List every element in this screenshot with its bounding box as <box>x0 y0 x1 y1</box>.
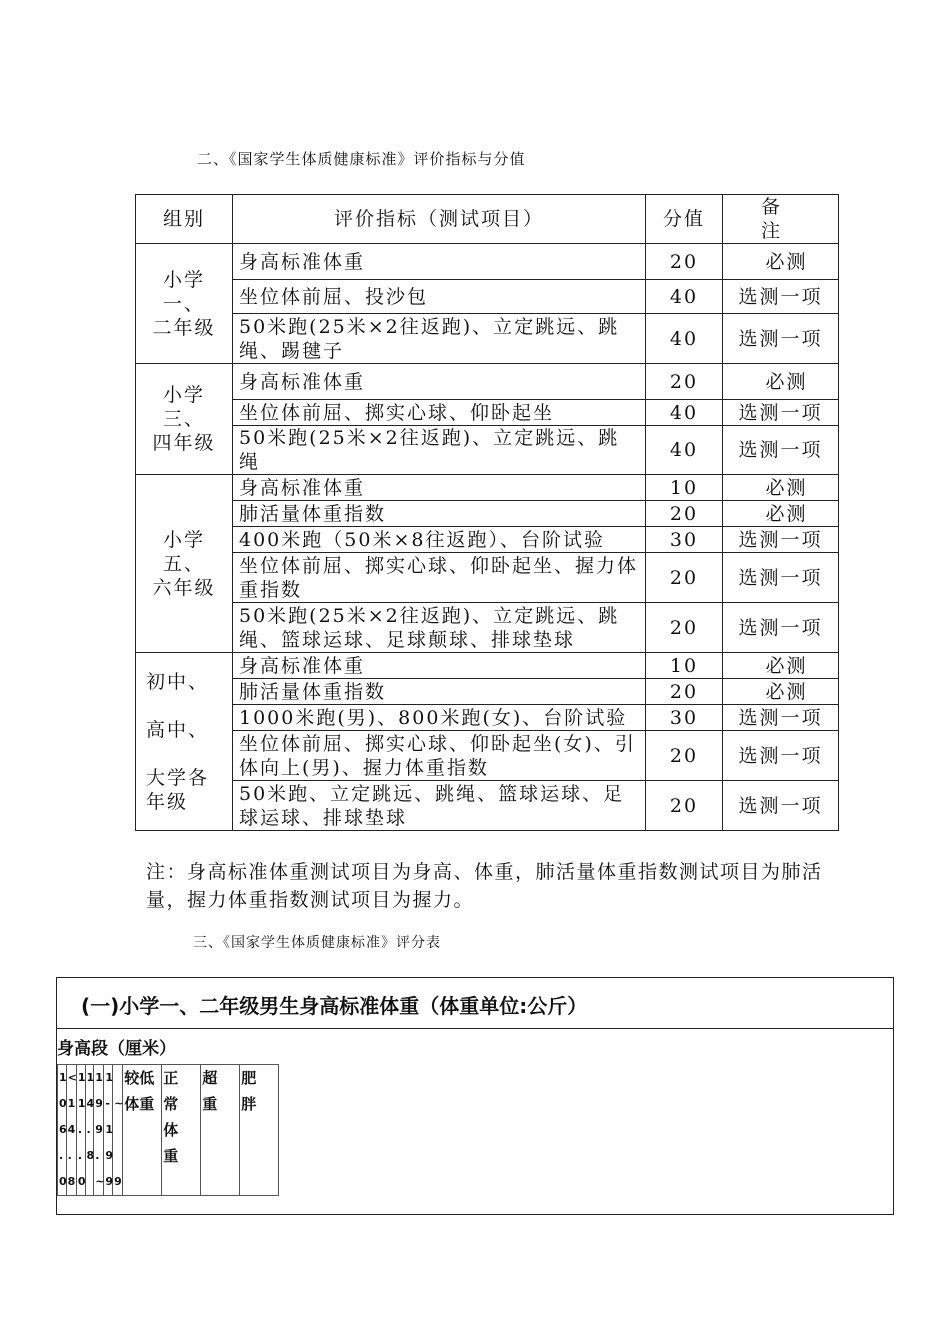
indicator-cell: 400米跑（50米×8往返跑）、台阶试验 <box>233 527 646 553</box>
group-cell: 小学 三、 四年级 <box>136 364 233 475</box>
table-row <box>136 679 839 705</box>
group-cell: 小学 五、 六年级 <box>136 475 233 653</box>
note-cell: 必测 <box>723 653 839 679</box>
score-cell: 20 <box>646 679 723 705</box>
height-col: < 1 4 . 8 <box>66 1065 76 1196</box>
header-score: 分值 <box>646 195 723 244</box>
note-cell: 必测 <box>723 679 839 705</box>
height-range-label: 身高段（厘米） <box>57 1039 176 1059</box>
table-row <box>136 426 839 475</box>
height-col: 1 4 . 8 <box>85 1065 94 1196</box>
section-title-3: 三、《国家学生体质健康标准》评分表 <box>193 935 441 951</box>
indicator-cell: 肺活量体重指数 <box>233 679 646 705</box>
score-cell: 20 <box>646 501 723 527</box>
score-grid <box>57 1064 279 1196</box>
table-row <box>136 603 839 653</box>
divider <box>57 1028 893 1029</box>
indicator-cell: 肺活量体重指数 <box>233 501 646 527</box>
section-title: 二、《国家学生体质健康标准》评价指标与分值 <box>197 150 526 168</box>
indicator-cell: 50米跑(25米×2往返跑)、立定跳远、跳绳、踢毽子 <box>233 314 646 364</box>
note-cell: 必测 <box>723 364 839 400</box>
table-row <box>136 501 839 527</box>
table-row <box>136 781 839 831</box>
indicator-cell: 身高标准体重 <box>233 244 646 280</box>
header-note: 备 注 <box>723 195 839 244</box>
table-row <box>136 553 839 603</box>
table-header-row <box>136 195 839 244</box>
indicator-cell: 1000米跑(男)、800米跑(女)、台阶试验 <box>233 705 646 731</box>
table-row <box>136 314 839 364</box>
header-indicator: 评价指标（测试项目） <box>233 195 646 244</box>
note-paragraph: 注：身高标准体重测试项目为身高、体重，肺活量体重指数测试项目为肺活量，握力体重指数测试项目为握力。 <box>146 861 823 911</box>
score-col-header: 超 重 <box>201 1065 240 1196</box>
table-row <box>136 475 839 501</box>
note-cell: 选测一项 <box>723 781 839 831</box>
score-table <box>56 977 894 1215</box>
indicator-cell: 50米跑、立定跳远、跳绳、篮球运球、足球运球、排球垫球 <box>233 781 646 831</box>
height-col: 1 9 9 . ~ <box>94 1065 104 1196</box>
indicator-cell: 身高标准体重 <box>233 653 646 679</box>
score-cell: 30 <box>646 527 723 553</box>
score-cell: 20 <box>646 553 723 603</box>
note-cell: 必测 <box>723 475 839 501</box>
score-cell: 30 <box>646 705 723 731</box>
indicator-cell: 坐位体前屈、掷实心球、仰卧起坐、握力体重指数 <box>233 553 646 603</box>
indicator-cell: 坐位体前屈、掷实心球、仰卧起坐(女)、引体向上(男)、握力体重指数 <box>233 731 646 781</box>
header-group: 组别 <box>136 195 233 244</box>
score-cell: 40 <box>646 400 723 426</box>
score-cell: 40 <box>646 426 723 475</box>
indicator-cell: 50米跑(25米×2往返跑)、立定跳远、跳绳 <box>233 426 646 475</box>
score-cell: 20 <box>646 364 723 400</box>
score-cell: 20 <box>646 244 723 280</box>
table-row <box>136 364 839 400</box>
note-cell: 选测一项 <box>723 553 839 603</box>
note-cell: 选测一项 <box>723 527 839 553</box>
note-cell: 选测一项 <box>723 426 839 475</box>
indicator-cell: 身高标准体重 <box>233 364 646 400</box>
score-col-header: 较低 体重 <box>123 1065 162 1196</box>
score-cell: 20 <box>646 603 723 653</box>
table-row <box>136 527 839 553</box>
table-row <box>136 653 839 679</box>
score-cell: 20 <box>646 731 723 781</box>
evaluation-table <box>135 194 839 831</box>
score-col-header: 正 常 体 重 <box>162 1065 201 1196</box>
score-cell: 40 <box>646 314 723 364</box>
height-col: 1 0 6 . 0 <box>58 1065 67 1196</box>
indicator-cell: 身高标准体重 <box>233 475 646 501</box>
score-cell: 20 <box>646 781 723 831</box>
score-col-header: 肥 胖 <box>240 1065 279 1196</box>
note-cell: 选测一项 <box>723 400 839 426</box>
indicator-cell: 50米跑(25米×2往返跑)、立定跳远、跳绳、篮球运球、足球颠球、排球垫球 <box>233 603 646 653</box>
group-cell: 初中、 高中、 大学各 年级 <box>136 653 233 831</box>
score-table-title: (一)小学一、二年级男生身高标准体重（体重单位:公斤） <box>81 994 588 1018</box>
note-cell: 选测一项 <box>723 705 839 731</box>
note-cell: 选测一项 <box>723 731 839 781</box>
note-cell: 选测一项 <box>723 603 839 653</box>
score-cell: 40 <box>646 280 723 314</box>
score-cell: 10 <box>646 475 723 501</box>
note-cell: 选测一项 <box>723 314 839 364</box>
note-cell: 必测 <box>723 244 839 280</box>
indicator-cell: 坐位体前屈、投沙包 <box>233 280 646 314</box>
height-col: 1 1 . . 0 <box>76 1065 85 1196</box>
table-row <box>136 705 839 731</box>
table-row <box>136 280 839 314</box>
group-cell: 小学 一、 二年级 <box>136 244 233 364</box>
note-cell: 选测一项 <box>723 280 839 314</box>
table-row <box>136 400 839 426</box>
table-row <box>136 244 839 280</box>
indicator-cell: 坐位体前屈、掷实心球、仰卧起坐 <box>233 400 646 426</box>
score-cell: 10 <box>646 653 723 679</box>
table-row <box>136 731 839 781</box>
height-col: 1 - 1 9 9 <box>104 1065 113 1196</box>
note-cell: 必测 <box>723 501 839 527</box>
height-col: ~ 9 <box>113 1065 123 1196</box>
